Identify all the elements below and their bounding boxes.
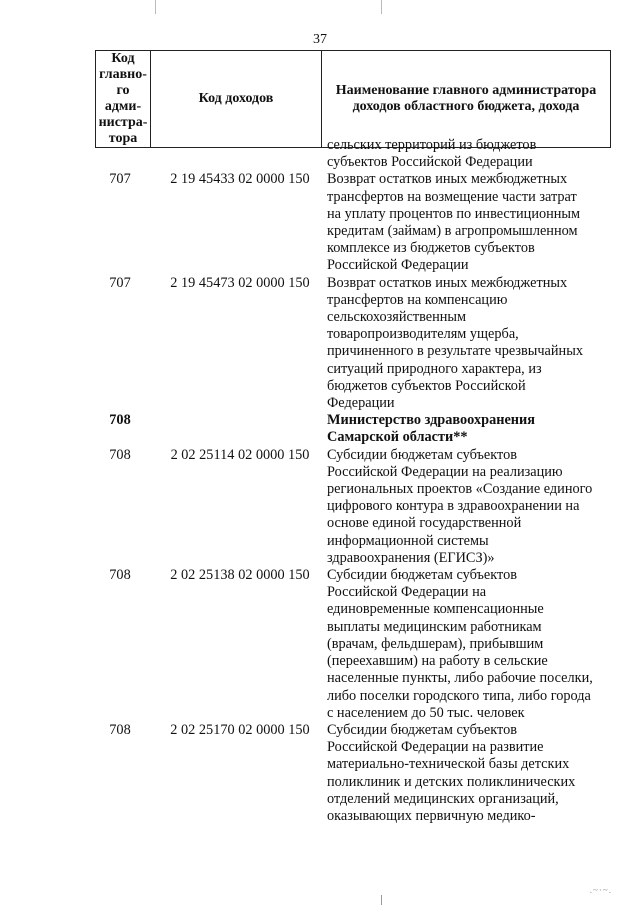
- name-cell: [325, 447, 611, 567]
- income-code-cell: [145, 137, 325, 171]
- admin-code-cell: 707: [109, 274, 131, 291]
- name-line: Российской Федерации на развитие: [327, 739, 544, 756]
- name-line: с населением до 50 тыс. человек: [327, 704, 525, 721]
- header-income-code: Код доходов: [151, 51, 322, 148]
- top-scan-tick: [155, 0, 156, 14]
- name-line: основе единой государственной: [327, 515, 522, 532]
- name-line: трансфертов на компенсацию: [327, 291, 508, 308]
- table-row: [95, 567, 611, 722]
- name-line: Субсидии бюджетам субъектов: [327, 567, 517, 584]
- bottom-scan-tick: [381, 895, 382, 905]
- income-code-cell: 2 19 45473 02 0000 150: [170, 274, 310, 291]
- table-row: [95, 275, 611, 413]
- name-line: единовременные компенсационные: [327, 601, 544, 618]
- page-number: 37: [313, 32, 327, 47]
- name-line: комплексе из бюджетов субъектов: [327, 240, 535, 257]
- name-line: ситуаций природного характера, из: [327, 360, 542, 377]
- name-line: бюджетов субъектов Российской: [327, 377, 526, 394]
- table-row: [95, 447, 611, 567]
- name-line: выплаты медицинским работникам: [327, 618, 542, 635]
- header-name: Наименование главного администратора доходов областного бюджета, дохода: [322, 51, 611, 148]
- top-scan-tick: [381, 0, 382, 14]
- name-line: трансфертов на возмещение части затрат: [327, 188, 577, 205]
- name-line: кредитам (займам) в агропромышленном: [327, 223, 578, 240]
- name-line: Возврат остатков иных межбюджетных: [327, 274, 568, 291]
- name-line: поликлиник и детских поликлинических: [327, 773, 576, 790]
- name-line: причиненного в результате чрезвычайных: [327, 343, 583, 360]
- name-line: региональных проектов «Создание единого: [327, 481, 593, 498]
- name-line: Российской Федерации на: [327, 584, 487, 601]
- income-code-cell: 2 02 25114 02 0000 150: [170, 446, 310, 463]
- name-cell: [325, 171, 611, 274]
- income-code-cell: 2 02 25170 02 0000 150: [170, 721, 310, 738]
- table-body: [95, 137, 611, 825]
- scan-artifact-mark: .~·~.: [589, 885, 612, 895]
- name-line: сельских территорий из бюджетов: [327, 137, 537, 153]
- name-line: Возврат остатков иных межбюджетных: [327, 171, 568, 188]
- name-cell: [325, 412, 611, 446]
- table-row: [95, 171, 611, 274]
- name-line: отделений медицинских организаций,: [327, 790, 559, 807]
- admin-code-cell: 708: [109, 721, 131, 738]
- name-line: (переехавшим) на работу в сельские: [327, 653, 548, 670]
- name-line: материально-технической базы детских: [327, 756, 570, 773]
- name-line: оказывающих первичную медико-: [327, 807, 536, 824]
- table-header: [95, 50, 611, 148]
- name-line: Федерации: [327, 395, 395, 412]
- admin-code-cell: 708: [109, 446, 131, 463]
- income-code-cell: 2 19 45433 02 0000 150: [170, 171, 310, 188]
- name-line: здравоохранения (ЕГИСЗ)»: [327, 549, 495, 566]
- name-line: Субсидии бюджетам субъектов: [327, 721, 517, 738]
- name-line: либо поселки городского типа, либо города: [327, 687, 591, 704]
- table-row: [95, 412, 611, 446]
- name-line: цифрового контура в здравоохранении на: [327, 498, 580, 515]
- admin-code-cell: 708: [109, 412, 131, 429]
- name-line: Субсидии бюджетам субъектов: [327, 446, 517, 463]
- name-line: Министерство здравоохранения: [327, 412, 536, 429]
- table-row: [95, 137, 611, 171]
- name-line: населенные пункты, либо рабочие поселки,: [327, 670, 593, 687]
- name-line: (врачам, фельдшерам), прибывшим: [327, 635, 544, 652]
- name-cell: [325, 567, 611, 722]
- income-code-cell: 2 02 25138 02 0000 150: [170, 567, 310, 584]
- name-line: Российской Федерации на реализацию: [327, 463, 563, 480]
- name-line: сельскохозяйственным: [327, 309, 467, 326]
- name-cell: [325, 722, 611, 825]
- header-admin-code: Код главно-го адми-нистра-тора: [96, 51, 151, 148]
- income-code-cell: [145, 412, 325, 446]
- admin-code-cell: [95, 137, 145, 171]
- name-cell: [325, 137, 611, 171]
- admin-code-cell: 707: [109, 171, 131, 188]
- name-line: Российской Федерации: [327, 257, 469, 274]
- name-line: на уплату процентов по инвестиционным: [327, 205, 581, 222]
- name-line: товаропроизводителям ущерба,: [327, 326, 519, 343]
- name-cell: [325, 275, 611, 413]
- name-line: субъектов Российской Федерации: [327, 154, 533, 171]
- admin-code-cell: 708: [109, 567, 131, 584]
- name-line: Самарской области**: [327, 429, 468, 446]
- name-line: информационной системы: [327, 532, 489, 549]
- table-row: [95, 722, 611, 825]
